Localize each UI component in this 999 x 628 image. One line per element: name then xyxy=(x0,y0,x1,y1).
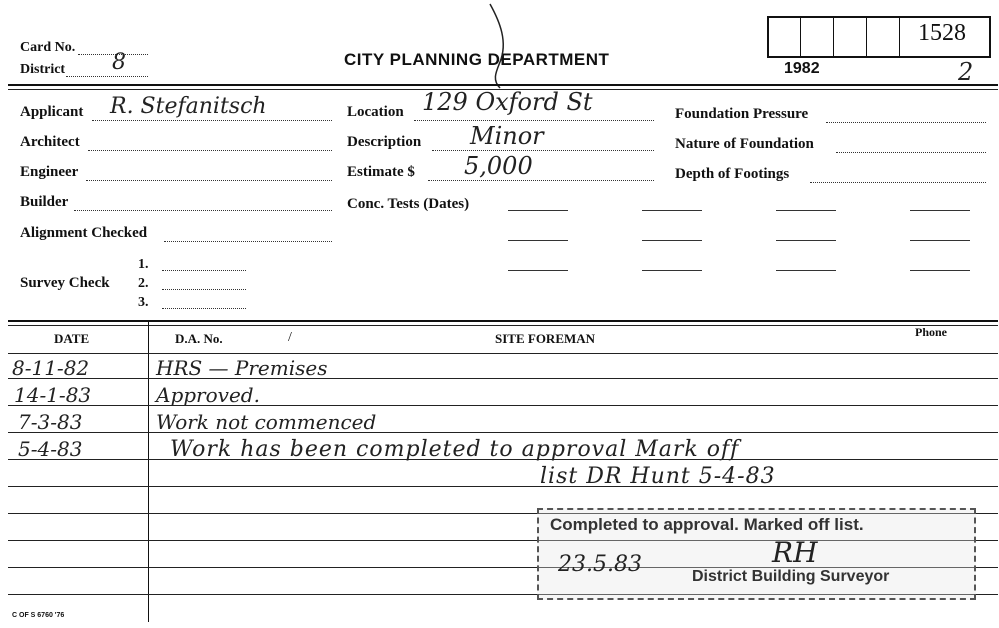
log-entry-text: Work not commenced xyxy=(156,410,377,434)
architect-label: Architect xyxy=(20,134,80,150)
builder-label: Builder xyxy=(20,194,69,210)
alignment-line xyxy=(164,241,332,242)
survey-line xyxy=(162,289,246,290)
conc-test-line xyxy=(776,270,836,271)
conc-test-line xyxy=(642,240,702,241)
log-entry-text: Approved. xyxy=(156,383,260,407)
conc-test-line xyxy=(910,240,970,241)
applicant-label: Applicant xyxy=(20,104,84,120)
log-entry-text: HRS — Premises xyxy=(156,356,328,380)
department-title: CITY PLANNING DEPARTMENT xyxy=(344,50,610,69)
estimate-value: 5,000 xyxy=(464,152,533,180)
survey-number: 3. xyxy=(138,295,149,310)
log-entry-text: Work has been completed to approval Mark off xyxy=(170,437,740,462)
district-label: District xyxy=(20,62,66,77)
site-foreman-header: SITE FOREMAN xyxy=(495,331,596,346)
description-line xyxy=(432,150,654,151)
district-line xyxy=(66,76,148,77)
builder-line xyxy=(74,210,332,211)
survey-check-label: Survey Check xyxy=(20,275,110,291)
survey-line xyxy=(162,270,246,271)
box-divider xyxy=(800,16,801,56)
engineer-line xyxy=(86,180,332,181)
estimate-line xyxy=(428,180,654,181)
foundation-pressure-label: Foundation Pressure xyxy=(675,106,809,122)
location-label: Location xyxy=(347,104,404,120)
district-value: 8 xyxy=(112,50,126,75)
log-entry-date: 7-3-83 xyxy=(18,410,83,434)
conc-test-line xyxy=(642,270,702,271)
card-number: 1528 xyxy=(918,20,966,46)
log-entry-date: 14-1-83 xyxy=(14,383,92,407)
log-entry-date: 8-11-82 xyxy=(12,356,90,380)
phone-header: Phone xyxy=(915,325,948,339)
description-value: Minor xyxy=(470,122,544,150)
log-top-rule xyxy=(8,320,998,322)
date-header: DATE xyxy=(54,331,90,346)
log-entry-date: 5-4-83 xyxy=(18,437,83,461)
conc-test-line xyxy=(508,240,568,241)
survey-number: 2. xyxy=(138,276,149,291)
conc-test-line xyxy=(642,210,702,211)
row-line xyxy=(8,486,998,487)
architect-line xyxy=(88,150,332,151)
da-slash: / xyxy=(288,330,292,345)
conc-test-line xyxy=(508,210,568,211)
nature-line xyxy=(836,152,986,153)
applicant-line xyxy=(92,120,332,121)
form-code: C OF S 6760 '76 xyxy=(12,612,65,619)
conc-test-line xyxy=(776,240,836,241)
conc-test-line xyxy=(910,210,970,211)
stamp-text: Completed to approval. Marked off list. xyxy=(550,515,864,534)
alignment-label: Alignment Checked xyxy=(20,225,148,241)
conc-test-line xyxy=(508,270,568,271)
box-divider xyxy=(833,16,834,56)
da-no-header: D.A. No. xyxy=(175,331,223,346)
estimate-label: Estimate $ xyxy=(347,164,415,180)
depth-line xyxy=(810,182,986,183)
row-line xyxy=(8,353,998,354)
conc-test-line xyxy=(776,210,836,211)
stamp-surveyor-text: District Building Surveyor xyxy=(692,568,890,585)
location-line xyxy=(414,120,654,121)
log-continuation: list DR Hunt 5-4-83 xyxy=(540,464,776,489)
nature-of-foundation-label: Nature of Foundation xyxy=(675,136,814,152)
box-divider xyxy=(866,16,867,56)
header-rule-top xyxy=(8,84,998,86)
stamp-date: 23.5.83 xyxy=(558,552,642,577)
log-top-rule-2 xyxy=(8,325,998,326)
year: 1982 xyxy=(784,60,820,77)
conc-test-line xyxy=(910,270,970,271)
description-label: Description xyxy=(347,134,422,150)
conc-tests-label: Conc. Tests (Dates) xyxy=(347,196,470,212)
pen-stroke-mark xyxy=(470,2,530,92)
date-column-divider xyxy=(148,322,149,622)
card-no-label: Card No. xyxy=(20,40,76,55)
applicant-value: R. Stefanitsch xyxy=(110,94,267,119)
engineer-label: Engineer xyxy=(20,164,79,180)
stamp-initials: RH xyxy=(772,536,818,569)
corner-mark: 2 xyxy=(958,58,974,86)
depth-of-footings-label: Depth of Footings xyxy=(675,166,790,182)
location-value: 129 Oxford St xyxy=(422,88,593,116)
foundation-pressure-line xyxy=(826,122,986,123)
box-divider xyxy=(899,16,900,56)
survey-number: 1. xyxy=(138,257,149,272)
survey-line xyxy=(162,308,246,309)
